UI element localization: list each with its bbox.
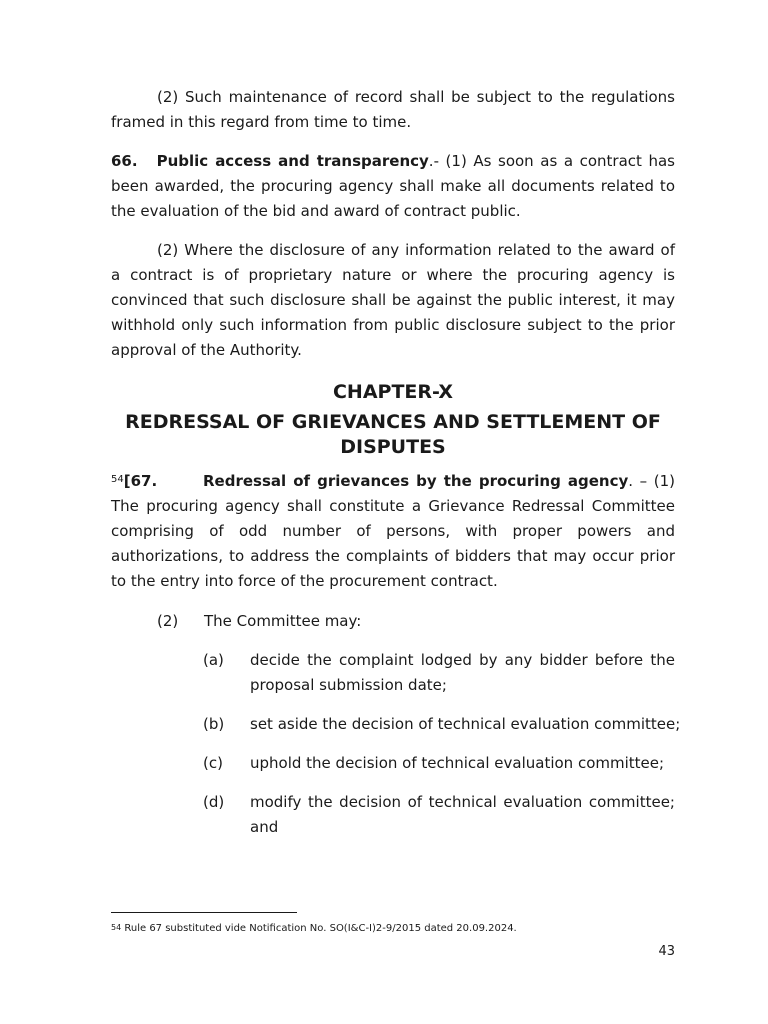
footnote-text: Rule 67 substituted vide Notification No. SO(I&C-I)2-9/2015 dated 20.09.2024.: [121, 923, 517, 934]
sub-2-label: (2): [157, 612, 179, 630]
list-item-label: (b): [203, 715, 225, 733]
section-66-title: Public access and transparency: [156, 152, 429, 170]
chapter-title: REDRESSAL OF GRIEVANCES AND SETTLEMENT OF DISPUTES: [125, 411, 661, 458]
section-66-paragraph-1: [111, 149, 675, 224]
section-67-title: Redressal of grievances by the procuring agency: [203, 472, 629, 490]
section-67-number: [67.: [123, 472, 158, 490]
paragraph-65-2: (2) Such maintenance of record shall be subject to the regulations framed in this regard from time to time.: [111, 88, 675, 131]
list-item-text: decide the complaint lodged by any bidder before the proposal submission date;: [250, 651, 675, 694]
list-item-text: uphold the decision of technical evaluation committee;: [250, 754, 665, 772]
footnote-divider: [111, 912, 297, 913]
page-number: 43: [658, 944, 675, 959]
footnote: [111, 922, 517, 936]
section-66-text-1: .- (1) As soon as a contract has been awarded, the procuring agency shall make all documents related to the evaluation of the bid and award of contract public.: [111, 152, 675, 220]
list-item-text: modify the decision of technical evaluation committee; and: [250, 793, 675, 836]
list-item-text: set aside the decision of technical evaluation committee;: [250, 715, 681, 733]
section-67-text-1: . – (1) The procuring agency shall constitute a Grievance Redressal Committee comprising of odd number of persons, with proper powers and authorizations, to address the complaints of bidders that may occur prior to the entry into force of the procurement contract.: [111, 472, 675, 590]
footnote-reference: 54: [111, 474, 124, 485]
chapter-label: CHAPTER-X: [332, 381, 454, 403]
section-66-paragraph-2: (2) Where the disclosure of any information related to the award of a contract is of proprietary nature or where the procuring agency is convinced that such disclosure shall be against the public interest, it may withhold only such information from public disclosure subject to the prior approval of the Authority.: [111, 241, 675, 359]
list-item-label: (a): [203, 651, 224, 669]
sub-2-text: The Committee may:: [204, 612, 362, 630]
list-item-label: (c): [203, 754, 223, 772]
section-66-number: 66.: [111, 152, 138, 170]
section-67-paragraph-1: [111, 469, 675, 594]
list-item-label: (d): [203, 793, 225, 811]
footnote-number: 54: [111, 923, 122, 932]
